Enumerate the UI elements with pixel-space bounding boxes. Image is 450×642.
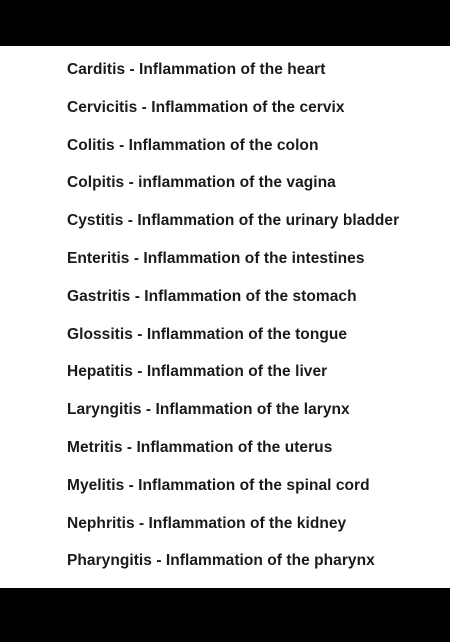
document-page <box>0 46 450 588</box>
bottom-black-bar <box>0 588 450 642</box>
term-item-metritis: Metritis - Inflammation of the uterus <box>67 438 333 456</box>
term-item-pharyngitis: Pharyngitis - Inflammation of the pharynx <box>67 552 375 570</box>
term-item-cervicitis: Cervicitis - Inflammation of the cervix <box>67 98 345 116</box>
term-item-cystitis: Cystitis - Inflammation of the urinary bladder <box>67 212 400 230</box>
term-item-gastritis: Gastritis - Inflammation of the stomach <box>67 287 357 305</box>
term-item-nephritis: Nephritis - Inflammation of the kidney <box>67 514 347 532</box>
term-item-myelitis: Myelitis - Inflammation of the spinal cord <box>67 476 370 494</box>
top-black-bar <box>0 0 450 46</box>
term-list <box>67 59 399 588</box>
term-item-glossitis: Glossitis - Inflammation of the tongue <box>67 325 348 343</box>
term-item-enteritis: Enteritis - Inflammation of the intestines <box>67 249 365 267</box>
term-item-carditis: Carditis - Inflammation of the heart <box>67 61 326 78</box>
term-item-colpitis: Colpitis - inflammation of the vagina <box>67 174 336 192</box>
term-item-hepatitis: Hepatitis - Inflammation of the liver <box>67 363 328 381</box>
term-item-colitis: Colitis - Inflammation of the colon <box>67 136 319 154</box>
term-item-laryngitis: Laryngitis - Inflammation of the larynx <box>67 401 350 419</box>
